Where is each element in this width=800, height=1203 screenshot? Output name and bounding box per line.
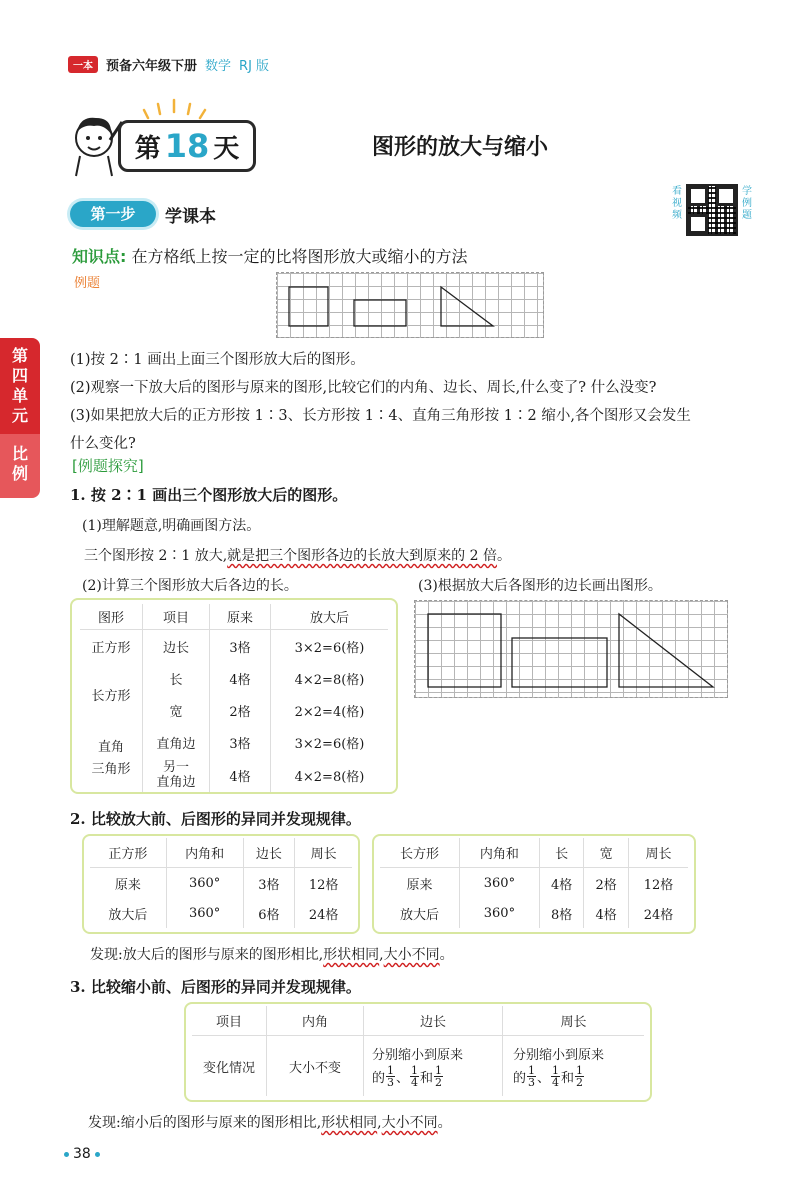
after-2: 4×2=8(格) [294,672,365,688]
explain-prefix: 三个图形按 2∶1 放大, [84,548,228,564]
question-1: (1)按 2∶1 画出上面三个图形放大后的图形。 [70,352,365,368]
after-4: 3×2=6(格) [294,736,365,752]
part2-title: 2. 比较放大前、后图形的异同并发现规律。 [70,810,361,828]
p3-find-end: 。 [437,1115,452,1131]
part1-sub3: (3)根据放大后各图形的边长画出图形。 [418,578,662,594]
rc-r0c4: 12格 [643,877,674,893]
sh-h3: 周长 [503,1006,644,1036]
part3-title: 3. 比较缩小前、后图形的异同并发现规律。 [70,978,361,996]
day-badge [118,120,256,172]
th-shape: 图形 [80,604,143,630]
example-grid [276,272,544,338]
part2-finding [90,944,454,964]
step-badge: 第一步 [70,201,156,227]
enlarged-grid [414,600,728,698]
sq-h3: 周长 [295,838,352,868]
th-after: 放大后 [271,604,388,630]
p2-find-end: 。 [439,947,454,963]
sq-h0: 正方形 [90,838,167,868]
frac-den: 2 [435,1076,443,1089]
knowledge-text: 在方格纸上按一定的比将图形放大或缩小的方法 [131,247,468,266]
sh-inner-angle: 大小不变 [267,1036,364,1096]
sh-perim-line2 [513,1065,644,1088]
rc-r1c3: 4格 [584,898,629,928]
after-1: 3×2=6(格) [294,640,365,656]
topic-side-tab [0,434,40,498]
day-prefix: 第 [134,133,161,164]
rect-compare-box [372,834,696,934]
p3-find-prefix: 发现:缩小后的图形与原来的图形相比, [88,1115,322,1131]
p3-find-sep: , [377,1115,382,1131]
part1-explain [84,545,511,565]
sh-h0: 项目 [192,1006,267,1036]
frac-1-4 [410,1065,419,1088]
explore-label: [例题探究] [72,457,144,475]
rc-h1: 内角和 [460,838,540,868]
part3-finding [88,1112,452,1132]
frac-den: 4 [411,1076,419,1089]
question-3-cont: 什么变化? [70,436,136,452]
explain-end: 。 [496,548,511,564]
sq-r0c1: 360° [167,868,244,898]
enlarge-table [80,604,388,792]
page-number-text: 38 [73,1146,91,1162]
th-item: 项目 [143,604,210,630]
shrink-table [192,1006,644,1096]
frac-num: 1 [576,1064,584,1077]
part1-sub2: (2)计算三个图形放大后各边的长。 [82,578,298,594]
sh-side-line2 [372,1065,502,1088]
step-label: 学课本 [165,207,216,227]
unit-label: 第四单元 [11,346,28,425]
shape-rect: 长方形 [80,662,143,726]
enlarged-square [428,614,501,687]
item-other-leg-1: 另一 [162,760,189,775]
sh-perim-line1: 分别缩小到原来 [513,1048,605,1063]
lesson-title: 图形的放大与缩小 [372,135,549,160]
rect-compare-table [380,838,688,928]
sh-perim-de: 的 [513,1071,527,1086]
item-leg: 直角边 [143,726,210,758]
sq-r1c3: 24格 [308,907,339,923]
frac-den: 2 [576,1076,584,1089]
p2-find-w1: 形状相同 [323,947,380,963]
square-compare-box [82,834,360,934]
subject: 数学 [205,58,232,74]
sq-h1: 内角和 [167,838,244,868]
qr-right-text: 学例题 [742,186,752,221]
frac-1-4b [551,1065,560,1088]
th-orig: 原来 [210,604,271,630]
book-title: 预备六年级下册 [106,58,198,74]
day-number: 18 [164,127,210,165]
edition: RJ 版 [239,58,270,74]
explain-wavy: 就是把三个图形各边的长放大到原来的 2 倍 [227,548,497,564]
frac-den: 3 [528,1076,536,1089]
rc-h2: 长 [540,838,585,868]
sep-1: 、 [396,1071,410,1086]
orig-1: 3格 [210,630,271,662]
sh-side [364,1036,503,1096]
frac-den: 4 [552,1076,560,1089]
rc-r0c3: 2格 [584,868,629,898]
sh-perim [503,1036,644,1096]
enlarged-triangle [619,614,713,687]
rc-r1c1: 360° [460,898,540,928]
item-length: 长 [143,662,210,694]
orig-3: 2格 [210,694,271,726]
after-3: 2×2=4(格) [294,704,365,720]
frac-num: 1 [411,1064,419,1077]
sun-rays-icon [140,96,210,120]
rc-r0c1: 360° [460,868,540,898]
dot-icon [64,1152,69,1157]
qr-left-text: 看视频 [672,186,682,221]
p3-find-w1: 形状相同 [321,1115,378,1131]
rc-h3: 宽 [584,838,629,868]
after-5: 4×2=8(格) [294,769,365,785]
question-3: (3)如果把放大后的正方形按 1∶3、长方形按 1∶4、直角三角形按 1∶2 缩小,各个图形又会发生 [70,408,691,424]
item-other-leg-2: 直角边 [156,775,196,790]
rc-h0: 长方形 [380,838,460,868]
sq-r0c2: 3格 [244,868,296,898]
item-width: 宽 [143,694,210,726]
part1-sub1: (1)理解题意,明确画图方法。 [82,518,261,534]
questions [70,346,691,458]
shape-triangle [80,726,143,792]
rc-h4: 周长 [629,838,688,868]
enlarge-table-box [70,598,398,794]
knowledge-point [72,244,468,267]
triangle-shape [441,287,493,326]
rc-r0c0: 原来 [380,868,460,898]
frac-1-2b [575,1065,584,1088]
sq-r0c3: 12格 [308,877,339,893]
item-other-leg [143,758,210,792]
enlarged-rectangle [512,638,607,687]
and-2: 和 [561,1071,575,1086]
square-compare-table [90,838,352,928]
knowledge-label: 知识点: [72,247,127,266]
and-1: 和 [420,1071,434,1086]
rc-r1c4: 24格 [643,907,674,923]
page-number [64,1146,100,1162]
sq-r1c2: 6格 [244,898,296,928]
sh-row-label: 变化情况 [192,1036,267,1096]
orig-2: 4格 [210,662,271,694]
sh-side-de: 的 [372,1071,386,1086]
sq-h2: 边长 [244,838,296,868]
orig-5: 4格 [210,758,271,792]
sep-2: 、 [537,1071,551,1086]
day-suffix: 天 [213,133,240,164]
example-label: 例题 [74,276,101,291]
shape-triangle-1: 直角 [97,740,124,755]
sh-h2: 边长 [364,1006,503,1036]
sq-r1c1: 360° [167,898,244,928]
sh-side-line1: 分别缩小到原来 [372,1048,464,1063]
question-2: (2)观察一下放大后的图形与原来的图形,比较它们的内角、边长、周长,什么变了? 什么没变? [70,380,657,396]
frac-num: 1 [552,1064,560,1077]
sq-r1c0: 放大后 [90,898,167,928]
p2-find-w2: 大小不同 [383,947,440,963]
shape-triangle-2: 三角形 [91,762,131,777]
frac-den: 3 [387,1076,395,1089]
brand-logo: 一本 [68,56,98,73]
dot-icon [95,1152,100,1157]
rc-r1c0: 放大后 [380,898,460,928]
p2-find-prefix: 发现:放大后的图形与原来的图形相比, [90,947,324,963]
frac-num: 1 [435,1064,443,1077]
item-side: 边长 [143,630,210,662]
part1-title: 1. 按 2∶1 画出三个图形放大后的图形。 [70,486,348,504]
mascot-icon [66,110,126,180]
frac-1-3 [386,1065,395,1088]
frac-1-3b [527,1065,536,1088]
rectangle-shape [354,300,406,326]
shape-square: 正方形 [80,630,143,662]
page-header [68,54,269,74]
topic-label: 比例 [11,444,28,483]
rc-r0c2: 4格 [540,868,585,898]
orig-4: 3格 [210,726,271,758]
sq-r0c0: 原来 [90,868,167,898]
frac-1-2 [434,1065,443,1088]
p3-find-w2: 大小不同 [381,1115,438,1131]
sh-h1: 内角 [267,1006,364,1036]
unit-side-tab [0,338,40,434]
rc-r1c2: 8格 [540,898,585,928]
p2-find-sep: , [379,947,384,963]
shrink-table-box [184,1002,652,1102]
frac-num: 1 [387,1064,395,1077]
square-shape [289,287,328,326]
qr-code-icon[interactable] [686,184,738,236]
frac-num: 1 [528,1064,536,1077]
